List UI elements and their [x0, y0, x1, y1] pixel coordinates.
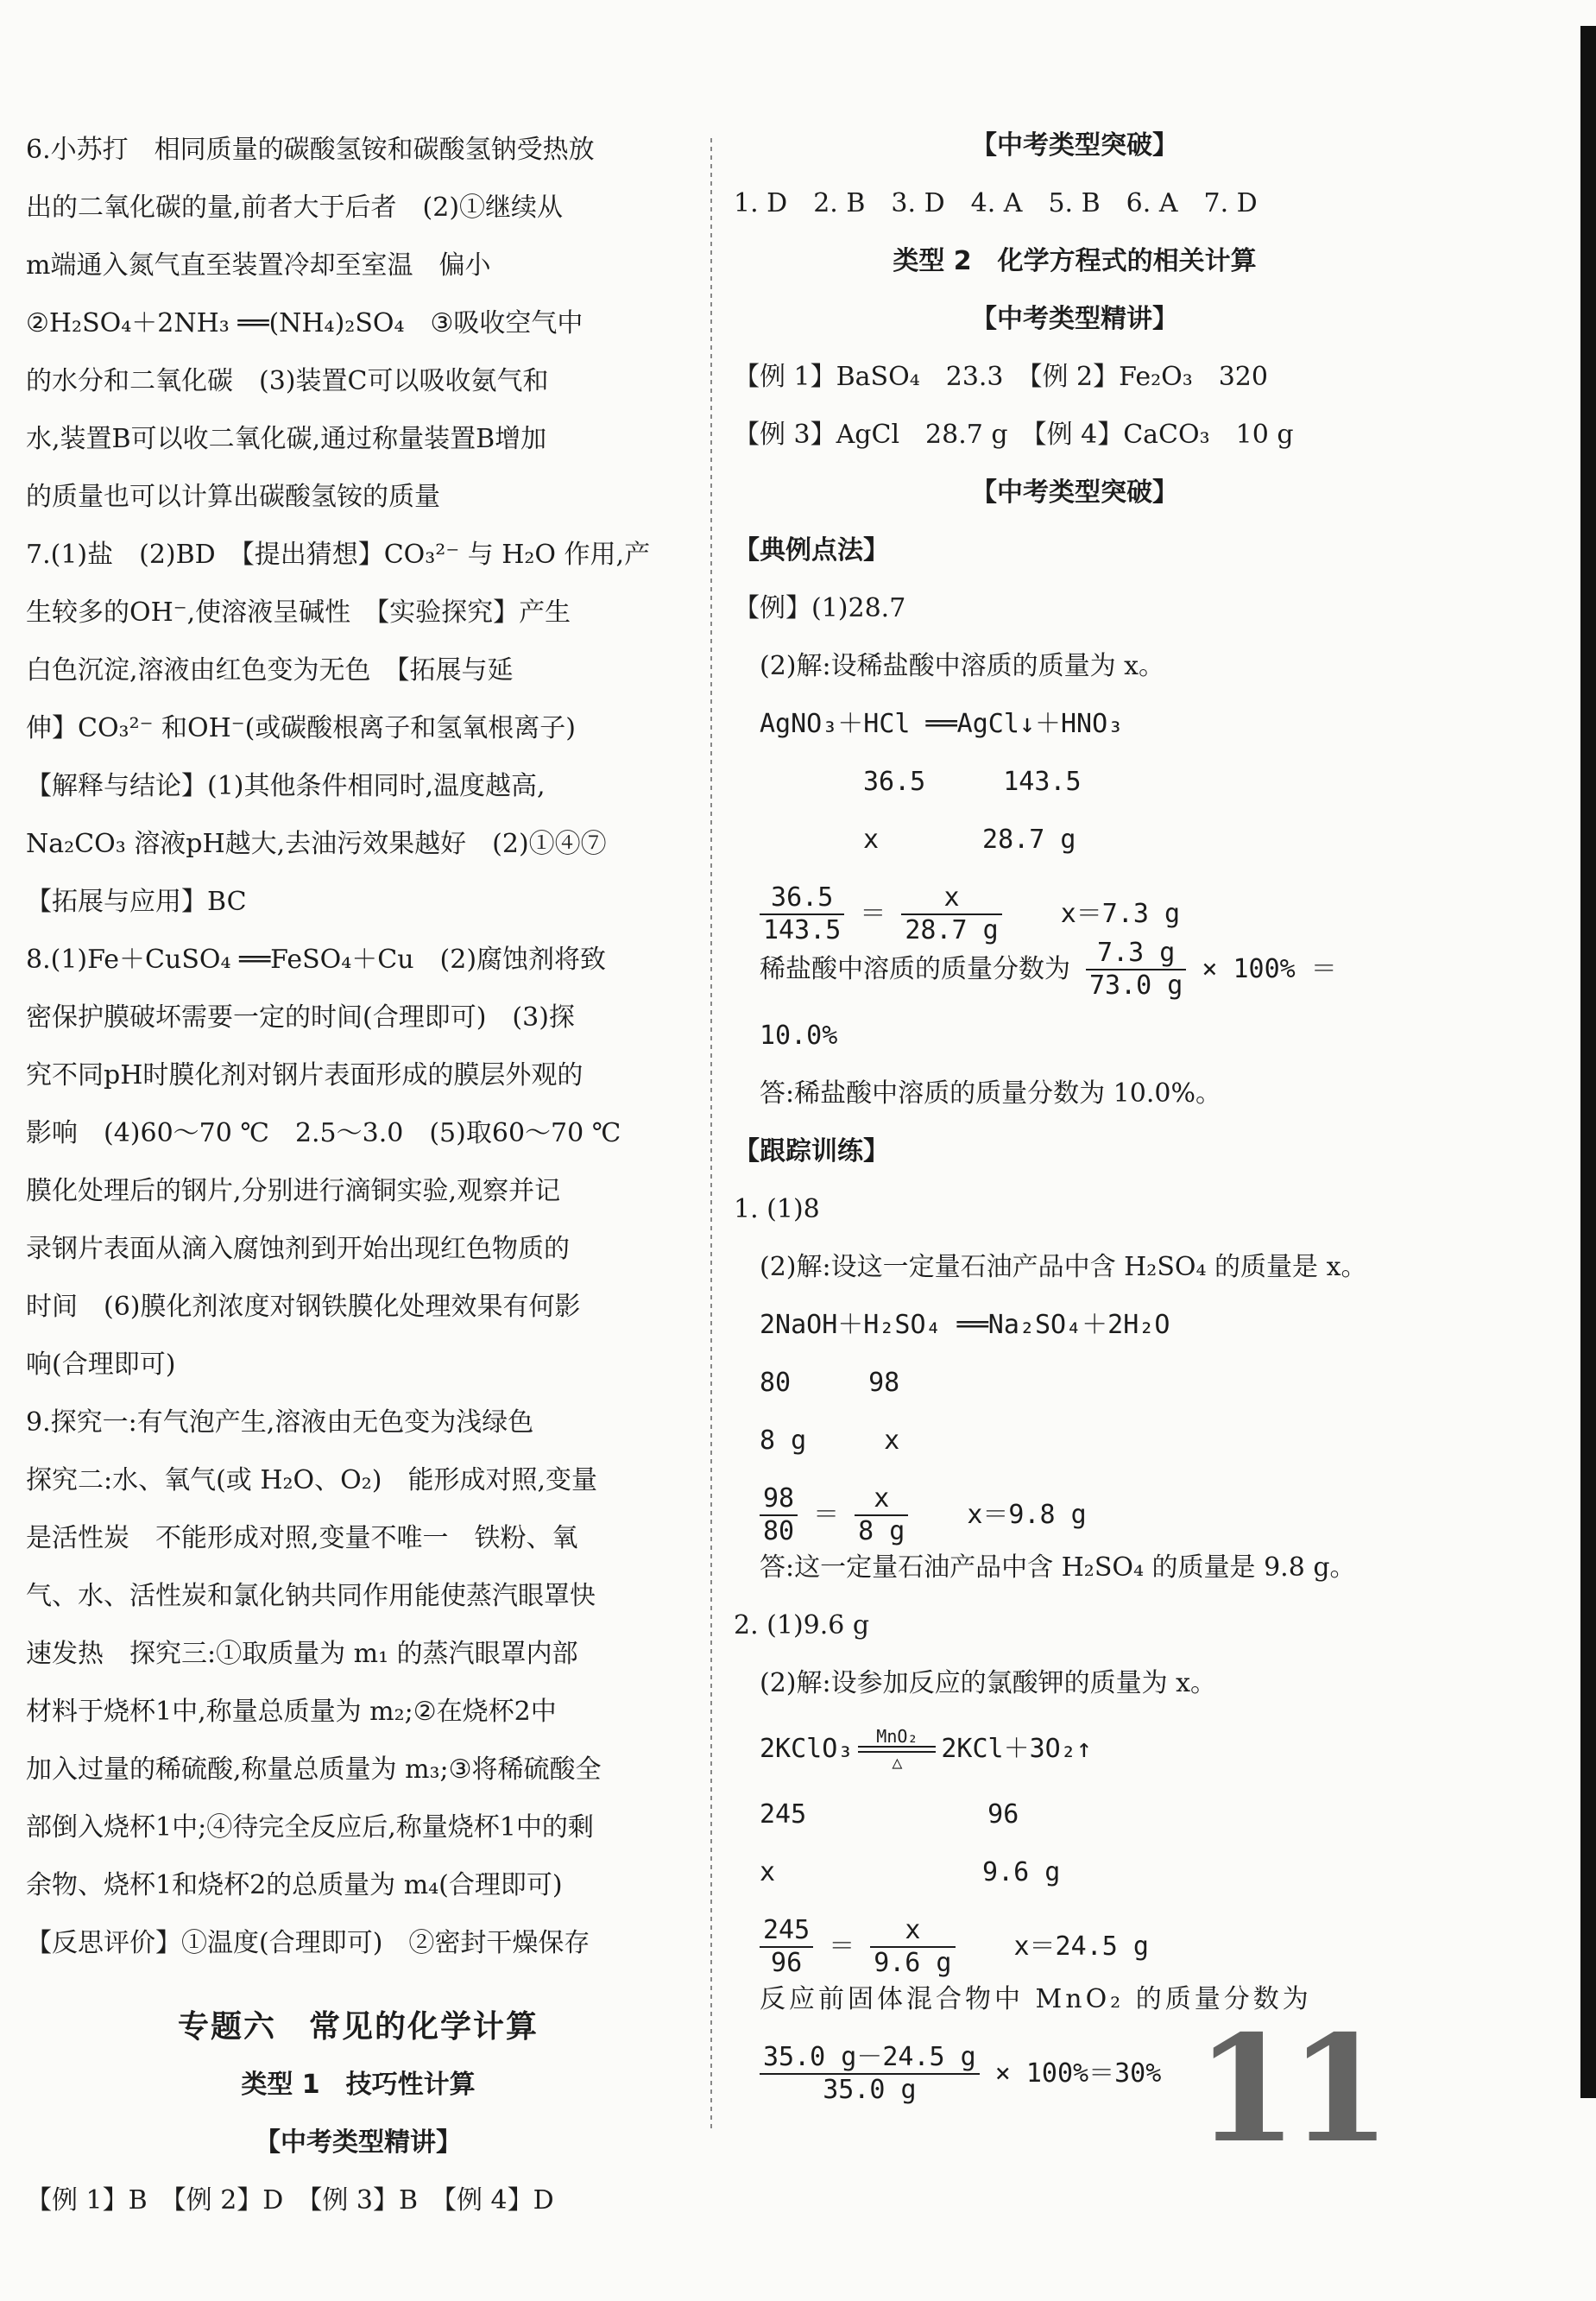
fraction-prefix: 稀盐酸中溶质的质量分数为 [760, 954, 1070, 984]
page-edge-bar [1580, 26, 1596, 2098]
frac-bottom: 143.5 [763, 915, 842, 945]
left-column [26, 121, 691, 2229]
frac-top: 36.5 [760, 882, 844, 915]
example-result: x＝7.3 g [1060, 899, 1181, 929]
answer-line: 出的二氧化碳的量,前者大于后者 (2)①继续从 [26, 193, 564, 223]
answer-line: 生较多的OH⁻,使溶液呈碱性 【实验探究】产生 [26, 597, 571, 628]
frac-top: x [870, 1915, 955, 1948]
answer-line: 【反思评价】①温度(合理即可) ②密封干燥保存 [26, 1928, 590, 1958]
q1-unknowns: 8 g x [760, 1425, 900, 1456]
answer-line: 7.(1)盐 (2)BD 【提出猜想】CO₃²⁻ 与 H₂O 作用,产 [26, 540, 651, 570]
answer-line: 【拓展与应用】BC [26, 887, 247, 917]
q1-result: x＝9.8 g [967, 1500, 1087, 1530]
examples-1-2: 【例 1】BaSO₄ 23.3 【例 2】Fe₂O₃ 320 [734, 362, 1268, 392]
answer-line: 9.探究一:有气泡产生,溶液由无色变为浅绿色 [26, 1407, 534, 1438]
examples-answers: 【例 1】B 【例 2】D 【例 3】B 【例 4】D [26, 2185, 554, 2216]
answer-line: 6.小苏打 相同质量的碳酸氢铵和碳酸氢钠受热放 [26, 135, 595, 165]
q2-products: 2KCl＋3O₂↑ [941, 1734, 1092, 1764]
frac-bottom: 80 [763, 1516, 795, 1546]
answer-line: 【解释与结论】(1)其他条件相同时,温度越高, [26, 771, 546, 801]
frac-top: 245 [760, 1915, 813, 1948]
answer-line: Na₂CO₃ 溶液pH越大,去油污效果越好 (2)①④⑦ [26, 829, 607, 859]
frac-bottom: 8 g [858, 1516, 905, 1546]
q2-result: x＝24.5 g [1013, 1931, 1149, 1962]
frac-bottom: 96 [771, 1948, 803, 1978]
answer-line: 影响 (4)60～70 ℃ 2.5～3.0 (5)取60～70 ℃ [26, 1118, 621, 1148]
fraction-suffix: × 100% ＝ [1202, 954, 1337, 984]
answer-line: m端通入氮气直至装置冷却至室温 偏小 [26, 250, 491, 281]
left-answer-lines [26, 121, 691, 1972]
jingjiang-heading: 【中考类型精讲】 [255, 2127, 462, 2158]
answer-line: 密保护膜破坏需要一定的时间(合理即可) (3)探 [26, 1002, 575, 1033]
frac-bottom: 28.7 g [905, 915, 999, 945]
answer-line: 膜化处理后的钢片,分别进行滴铜实验,观察并记 [26, 1176, 561, 1206]
answer-line: 响(合理即可) [26, 1350, 176, 1380]
type1-title: 类型 1 技巧性计算 [241, 2070, 476, 2100]
answer-line: 白色沉淀,溶液由红色变为无色 【拓展与延 [26, 655, 514, 686]
answer-line: 时间 (6)膜化剂浓度对钢铁膜化处理效果有何影 [26, 1292, 581, 1322]
frac-top: 98 [760, 1483, 798, 1516]
q2-fraction-suffix: × 100%＝30% [994, 2058, 1162, 2089]
q2-proportion: 245 96 ＝ x 9.6 g x＝24.5 g [734, 1901, 1416, 1970]
frac-top: x [855, 1483, 908, 1516]
catalyst-label: MnO₂ [876, 1725, 918, 1747]
answer-line: 伸】CO₃²⁻ 和OH⁻(或碳酸根离子和氢氧根离子) [26, 713, 576, 743]
answer-line: 的水分和二氧化碳 (3)装置C可以吸收氨气和 [26, 366, 549, 396]
answer-line: 部倒入烧杯1中;④待完全反应后,称量烧杯1中的剩 [26, 1812, 594, 1843]
type2-title: 类型 2 化学方程式的相关计算 [893, 246, 1257, 276]
genzong-heading: 【跟踪训练】 [734, 1136, 889, 1166]
q1-part1: 1. (1)8 [734, 1194, 820, 1224]
answer-line: 探究二:水、氧气(或 H₂O、O₂) 能形成对照,变量 [26, 1465, 597, 1495]
q1-equation: 2NaOH＋H₂SO₄ ══Na₂SO₄＋2H₂O [760, 1310, 1170, 1340]
example-part1: 【例】(1)28.7 [734, 593, 906, 623]
q1-answer: 答:这一定量石油产品中含 H₂SO₄ 的质量是 9.8 g。 [760, 1552, 1356, 1583]
frac-top: x [901, 882, 1001, 915]
tupo-heading-1: 【中考类型突破】 [971, 130, 1178, 161]
example-fraction-line [734, 938, 1416, 1007]
page-number: 11 [1195, 2003, 1383, 2176]
frac-bottom: 35.0 g [823, 2075, 917, 2105]
answer-line: 加入过量的稀硫酸,称量总质量为 m₃;③将稀硫酸全 [26, 1754, 602, 1785]
answer-line: 录钢片表面从滴入腐蚀剂到开始出现红色物质的 [26, 1234, 570, 1264]
frac-bottom: 9.6 g [874, 1948, 952, 1978]
q2-equation [734, 1712, 1416, 1786]
answer-line: 余物、烧杯1和烧杯2的总质量为 m₄(合理即可) [26, 1870, 563, 1900]
example-part2: (2)解:设稀盐酸中溶质的质量为 x。 [760, 651, 1165, 681]
q1-part2: (2)解:设这一定量石油产品中含 H₂SO₄ 的质量是 x。 [760, 1252, 1367, 1282]
frac-bottom: 73.0 g [1089, 970, 1183, 1001]
column-divider [710, 138, 712, 2133]
answers-row-1: 1. D 2. B 3. D 4. A 5. B 6. A 7. D [734, 188, 1258, 218]
right-column [734, 117, 1416, 2105]
frac-top: 35.0 g－24.5 g [760, 2042, 980, 2075]
example-answer: 答:稀盐酸中溶质的质量分数为 10.0%。 [760, 1078, 1221, 1109]
answer-line: 究不同pH时膜化剂对钢片表面形成的膜层外观的 [26, 1060, 584, 1090]
example-equation: AgNO₃＋HCl ══AgCl↓＋HNO₃ [760, 709, 1124, 739]
q2-text: 反应前固体混合物中 MnO₂ 的质量分数为 [760, 1984, 1312, 2014]
jingjiang-heading-2: 【中考类型精讲】 [971, 304, 1178, 334]
q2-part1: 2. (1)9.6 g [734, 1610, 870, 1640]
q2-unknowns: x 9.6 g [760, 1857, 1061, 1887]
tupo-heading-2: 【中考类型突破】 [971, 477, 1178, 508]
q2-part2: (2)解:设参加反应的氯酸钾的质量为 x。 [760, 1668, 1217, 1698]
answer-line: 水,装置B可以收二氧化碳,通过称量装置B增加 [26, 424, 547, 454]
answer-line: 的质量也可以计算出碳酸氢铵的质量 [26, 482, 440, 512]
answer-line: 速发热 探究三:①取质量为 m₁ 的蒸汽眼罩内部 [26, 1639, 578, 1669]
example-percent: 10.0% [760, 1021, 838, 1051]
answer-line: ②H₂SO₄＋2NH₃ ══(NH₄)₂SO₄ ③吸收空气中 [26, 308, 584, 338]
examples-3-4: 【例 3】AgCl 28.7 g 【例 4】CaCO₃ 10 g [734, 420, 1294, 450]
answer-line: 材料于烧杯1中,称量总质量为 m₂;②在烧杯2中 [26, 1697, 557, 1727]
q2-masses: 245 96 [760, 1799, 1019, 1830]
answer-line: 8.(1)Fe＋CuSO₄ ══FeSO₄＋Cu (2)腐蚀剂将致 [26, 945, 607, 975]
answer-line: 气、水、活性炭和氯化钠共同作用能使蒸汽眼罩快 [26, 1581, 596, 1611]
example-unknowns: x 28.7 g [863, 825, 1076, 855]
heat-symbol: △ [892, 1751, 903, 1773]
example-proportion: 36.5 143.5 ＝ x 28.7 g x＝7.3 g [734, 869, 1416, 938]
dianfa-heading: 【典例点法】 [734, 535, 889, 566]
q2-reactant: 2KClO₃ [760, 1734, 854, 1764]
q1-proportion: 98 80 ＝ x 8 g x＝9.8 g [734, 1470, 1416, 1539]
answer-line: 是活性炭 不能形成对照,变量不唯一 铁粉、氧 [26, 1523, 578, 1553]
q1-masses: 80 98 [760, 1368, 900, 1398]
section-title: 专题六 常见的化学计算 [177, 2009, 539, 2045]
example-masses: 36.5 143.5 [863, 767, 1082, 797]
frac-top: 7.3 g [1086, 938, 1186, 970]
